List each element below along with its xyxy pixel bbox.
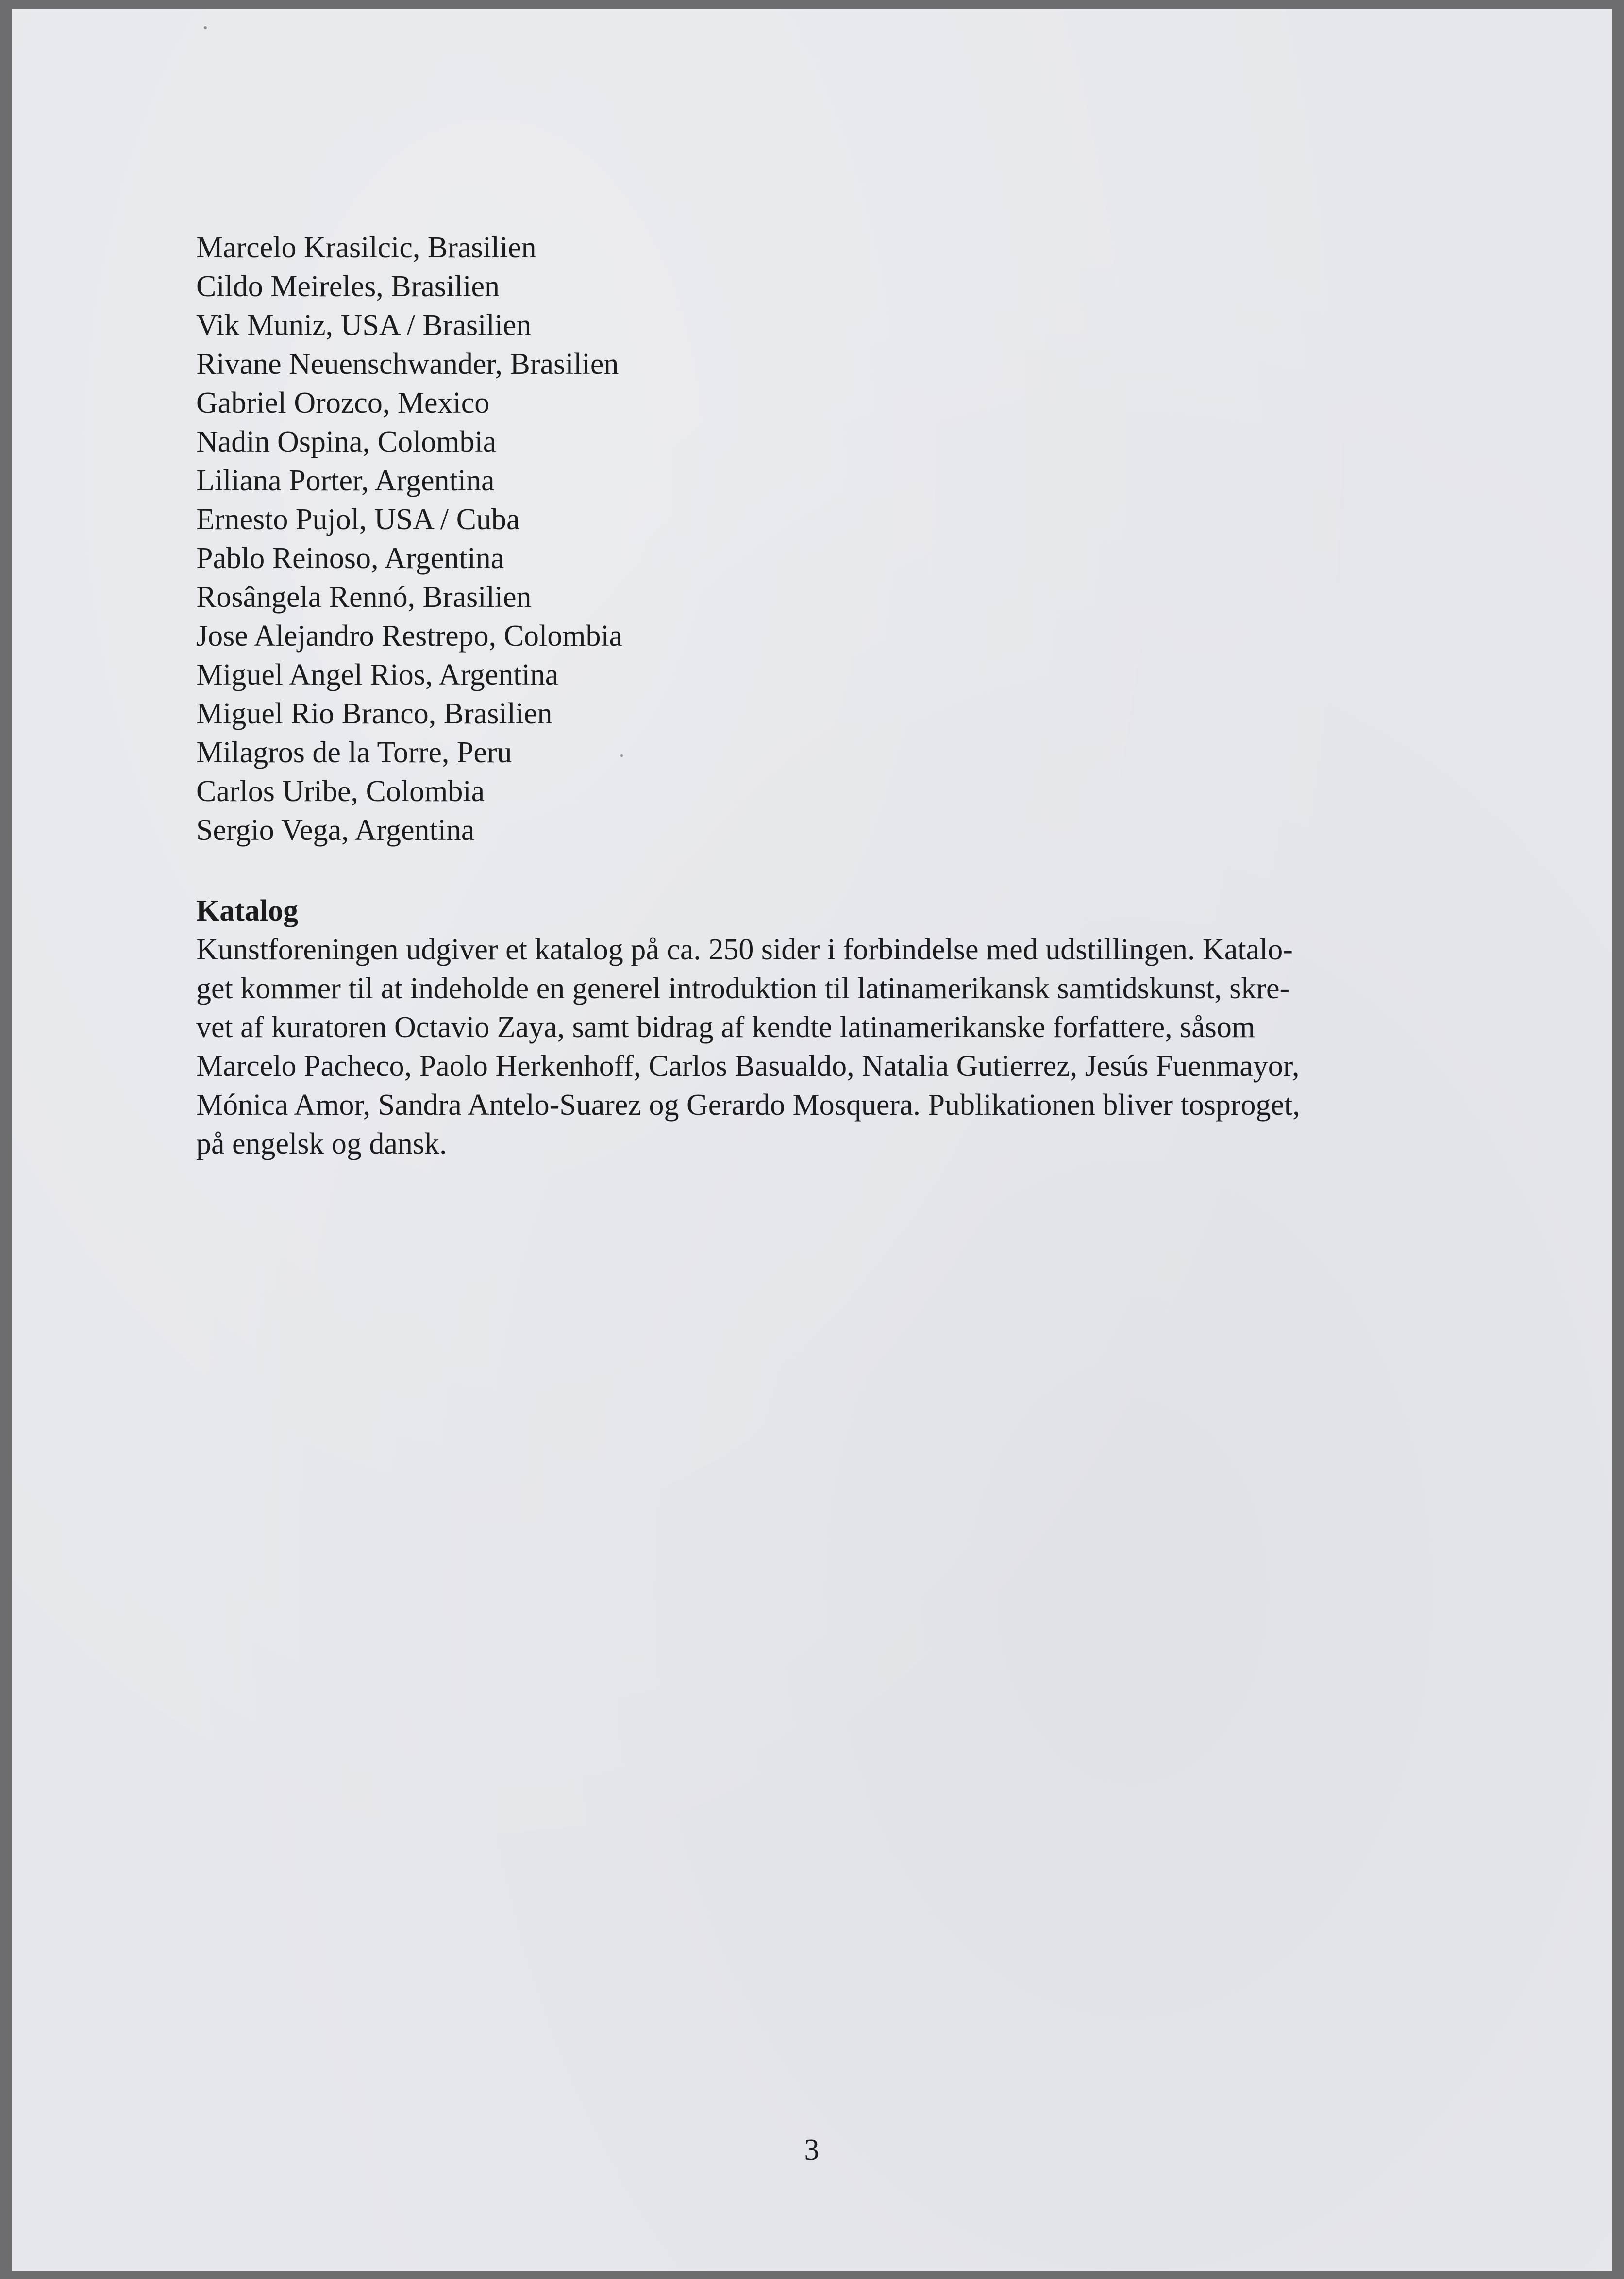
artist-entry: Rivane Neuenschwander, Brasilien [196,348,619,381]
catalog-heading: Katalog [196,894,299,927]
catalog-line: Kunstforeningen udgiver et katalog på ca. 250 sider i forbindelse med udstillingen. Katalo- [196,933,1293,966]
catalog-paragraph [196,930,1439,1163]
artist-entry: Marcelo Krasilcic, Brasilien [196,231,536,264]
catalog-line: Mónica Amor, Sandra Antelo-Suarez og Gerardo Mosquera. Publikationen bliver tosproget, [196,1089,1300,1122]
artist-entry: Cildo Meireles, Brasilien [196,270,500,303]
document-page [12,9,1612,2271]
page-number: 3 [804,2133,820,2166]
artist-entry: Gabriel Orozco, Mexico [196,386,490,419]
catalog-line: Marcelo Pacheco, Paolo Herkenhoff, Carlos Basualdo, Natalia Gutierrez, Jesús Fuenmayor, [196,1050,1300,1083]
artist-entry: Vik Muniz, USA / Brasilien [196,309,532,342]
artist-entry: Milagros de la Torre, Peru [196,736,512,769]
artist-entry: Miguel Rio Branco, Brasilien [196,697,552,730]
page-content [196,228,1439,1163]
artist-entry: Nadin Ospina, Colombia [196,425,497,458]
artist-entry: Ernesto Pujol, USA / Cuba [196,503,520,536]
paper-speck [204,26,207,29]
catalog-line: get kommer til at indeholde en generel introduktion til latinamerikansk samtidskunst, skre- [196,972,1290,1005]
artist-entry: Rosângela Rennó, Brasilien [196,581,532,614]
artist-entry: Miguel Angel Rios, Argentina [196,658,559,691]
artist-list [196,228,1439,850]
artist-entry: Liliana Porter, Argentina [196,464,495,497]
artist-entry: Jose Alejandro Restrepo, Colombia [196,620,623,653]
artist-entry: Pablo Reinoso, Argentina [196,542,504,575]
artist-entry: Sergio Vega, Argentina [196,814,475,847]
catalog-line: vet af kuratoren Octavio Zaya, samt bidrag af kendte latinamerikanske forfattere, såsom [196,1011,1256,1044]
catalog-line: på engelsk og dansk. [196,1127,447,1160]
artist-entry: Carlos Uribe, Colombia [196,775,485,808]
